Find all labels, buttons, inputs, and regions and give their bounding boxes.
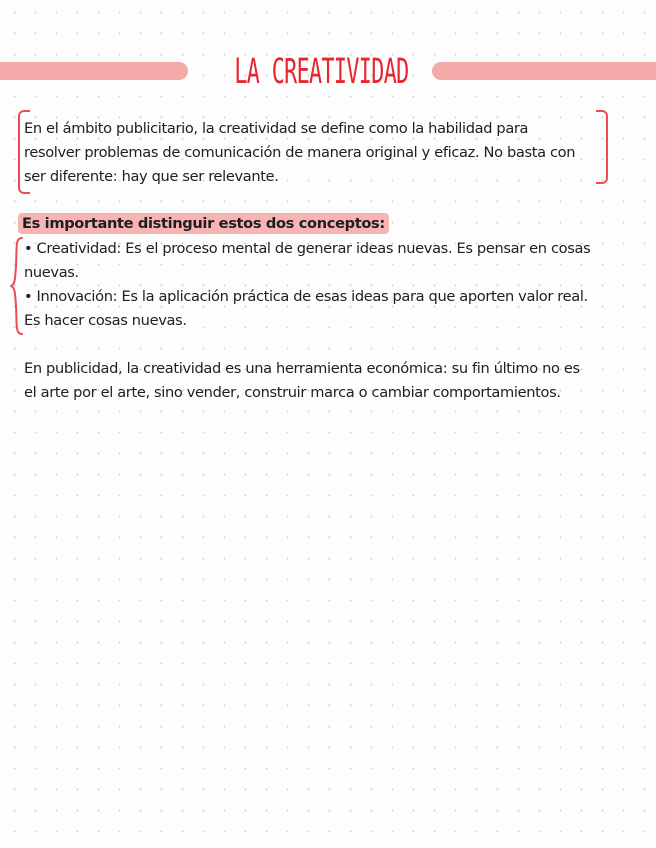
curly-brace-icon xyxy=(10,236,24,336)
concepts-heading-highlight xyxy=(18,213,389,234)
intro-bracket-right xyxy=(596,110,608,184)
intro-line: ser diferente: hay que ser relevante. xyxy=(24,168,279,185)
concept-line: • Creatividad: Es el proceso mental de generar ideas nuevas. Es pensar en cosas xyxy=(24,240,591,257)
title-band-left xyxy=(0,62,188,80)
concepts-list xyxy=(24,237,590,333)
concept-line: • Innovación: Es la aplicación práctica de esas ideas para que aporten valor real. xyxy=(24,288,588,305)
closing-line: En publicidad, la creatividad es una herramienta económica: su fin último no es xyxy=(24,360,580,377)
intro-paragraph xyxy=(24,117,575,189)
concept-line: nuevas. xyxy=(24,264,79,281)
concepts-heading: Es importante distinguir estos dos conceptos: xyxy=(22,215,385,232)
intro-line: En el ámbito publicitario, la creatividad se define como la habilidad para xyxy=(24,120,529,137)
title-band-right xyxy=(432,62,656,80)
page-title: LA CREATIVIDAD xyxy=(234,52,409,92)
intro-line: resolver problemas de comunicación de manera original y eficaz. No basta con xyxy=(24,144,576,161)
closing-line: el arte por el arte, sino vender, construir marca o cambiar comportamientos. xyxy=(24,384,561,401)
closing-paragraph xyxy=(24,357,580,405)
concept-line: Es hacer cosas nuevas. xyxy=(24,312,187,329)
